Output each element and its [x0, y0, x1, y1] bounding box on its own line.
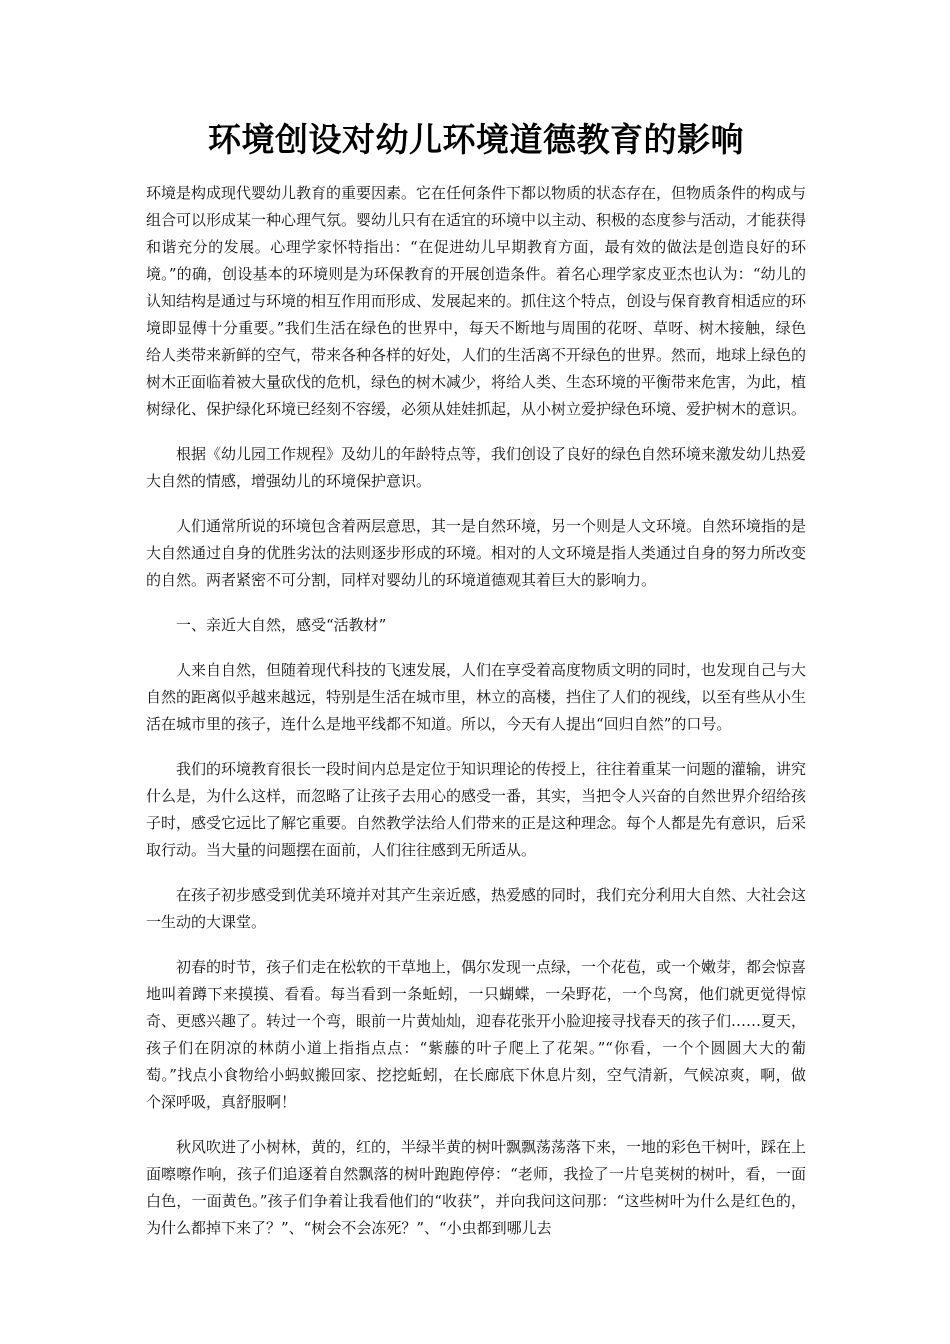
body-paragraph-4: 人来自自然，但随着现代科技的飞速发展，人们在享受着高度物质文明的同时，也发现自己与大自然的距离似乎越来越远，特别是生活在城市里，林立的高楼，挡住了人们的视线，以至有些从小生活在城市里的孩子，连什么是地平线都不知道。所以，今天有人提出“回归自然”的口号。 [146, 661, 807, 733]
body-paragraph-2: 根据《幼儿园工作规程》及幼儿的年龄特点等，我们创设了良好的绿色自然环境来激发幼儿热爱大自然的情感，增强幼儿的环境保护意识。 [146, 445, 807, 490]
document-page [146, 118, 806, 1260]
section-heading-1: 一、亲近大自然，感受“活教材” [176, 616, 387, 634]
body-paragraph-5: 我们的环境教育很长一段时间内总是定位于知识理论的传授上，往往着重某一问题的灌输，讲究什么是，为什么这样，而忽略了让孩子去用心的感受一番，其实，当把令人兴奋的自然世界介绍给孩子时，感受它远比了解它重要。自然教学法给人们带来的正是这种理念。每个人都是先有意识，后采取行动。当大量的问题摆在面前，人们往往感到无所适从。 [146, 760, 807, 859]
body-paragraph-6: 在孩子初步感受到优美环境并对其产生亲近感，热爱感的同时，我们充分利用大自然、大社会这一生动的大课堂。 [146, 886, 807, 931]
body-paragraph-1: 环境是构成现代婴幼儿教育的重要因素。它在任何条件下都以物质的状态存在，但物质条件的构成与组合可以形成某一种心理气氛。婴幼儿只有在适宜的环境中以主动、积极的态度参与活动，才能获得和谐充分的发展。心理学家怀特指出：“在促进幼儿早期教育方面，最有效的做法是创造良好的环境。”的确，创设基本的环境则是为环保教育的开展创造条件。着名心理学家皮亚杰也认为：“幼儿的认知结构是通过与环境的相互作用而形成、发展起来的。抓住这个特点，创设与保育教育相适应的环境即显傅十分重要。”我们生活在绿色的世界中，每天不断地与周围的花呀、草呀、树木接触，绿色给人类带来新鲜的空气，带来各种各样的好处，人们的生活离不开绿色的世界。然而，地球上绿色的树木正面临着被大量砍伐的危机，绿色的树木减少，将给人类、生态环境的平衡带来危害，为此，植树绿化、保护绿化环境已经刻不容缓，必须从娃娃抓起，从小树立爱护绿色环境、爱护树木的意识。 [146, 184, 807, 418]
body-paragraph-3: 人们通常所说的环境包含着两层意思，其一是自然环境，另一个则是人文环境。自然环境指的是大自然通过自身的优胜劣汰的法则逐步形成的环境。相对的人文环境是指人类通过自身的努力所改变的自然。两者紧密不可分割，同样对婴幼儿的环境道德观其着巨大的影响力。 [146, 517, 807, 589]
body-paragraph-7: 初春的时节，孩子们走在松软的干草地上，偶尔发现一点绿，一个花苞，或一个嫩芽，都会惊喜地叫着蹲下来摸摸、看看。每当看到一条蚯蚓，一只蝴蝶，一朵野花，一个鸟窝，他们就更觉得惊奇、更感兴趣了。转过一个弯，眼前一片黄灿灿，迎春花张开小脸迎接寻找春天的孩子们……夏天，孩子们在阴凉的林荫小道上指指点点：“紫藤的叶子爬上了花架。”“你看，一个个圆圆大大的葡萄。”找点小食物给小蚂蚁搬回家、挖挖蚯蚓，在长廊底下休息片刻，空气清新，气候凉爽，啊，做个深呼吸，真舒服啊！ [146, 958, 807, 1111]
document-title: 环境创设对幼儿环境道德教育的影响 [208, 120, 744, 159]
body-paragraph-8: 秋风吹进了小树林，黄的，红的，半绿半黄的树叶飘飘荡荡落下来，一地的彩色干树叶，踩在上面嚓嚓作响，孩子们追逐着自然飘落的树叶跑跑停停：“老师，我捡了一片皂荚树的树叶，看，一面白色，一面黄色。”孩子们争着让我看他们的“收获”，并向我问这问那：“这些树叶为什么是红色的，为什么都掉下来了？”、“树会不会冻死？”、“小虫都到哪儿去 [146, 1138, 807, 1237]
